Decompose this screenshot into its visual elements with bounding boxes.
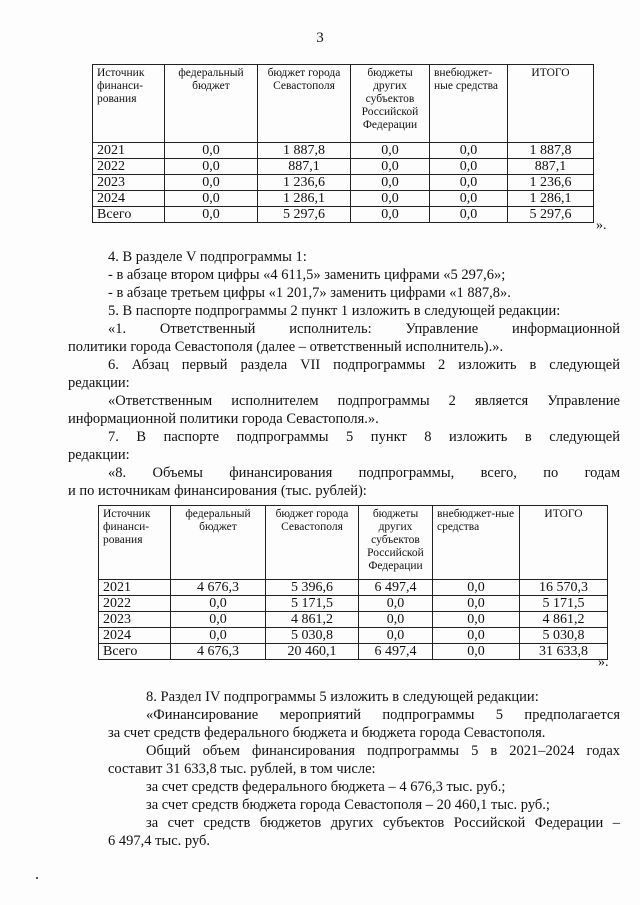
table-cell: 0,0 (433, 596, 520, 612)
table-cell: 2024 (99, 628, 171, 644)
table-cell: 0,0 (171, 612, 266, 628)
financing-table-1 (92, 64, 594, 223)
table-cell: 5 030,8 (520, 628, 608, 644)
scan-speck (36, 877, 38, 879)
table-cell: 1 887,8 (508, 143, 594, 159)
table-cell: 4 676,3 (171, 644, 266, 660)
table-cell: 0,0 (359, 596, 433, 612)
table-cell: 0,0 (171, 628, 266, 644)
table-cell: 0,0 (430, 175, 508, 191)
table-cell: 1 236,6 (508, 175, 594, 191)
table-cell: 5 171,5 (266, 596, 359, 612)
header-city-budget: бюджет города Севастополя (266, 506, 359, 580)
paragraph-line: «8. Объемы финансирования подпрограммы, всего, по годам (108, 465, 620, 481)
table-cell: 1 236,6 (258, 175, 351, 191)
table-cell: 6 497,4 (359, 580, 433, 596)
table-row (99, 580, 608, 596)
paragraph-line: 6 497,4 тыс. руб. (108, 833, 211, 849)
table-total-row (93, 207, 594, 223)
table-cell: 0,0 (165, 159, 258, 175)
table-cell: 887,1 (258, 159, 351, 175)
table-cell: 0,0 (351, 143, 430, 159)
header-source: Источник финанси-рования (99, 506, 171, 580)
table-cell: 0,0 (351, 191, 430, 207)
header-federal: федеральный бюджет (171, 506, 266, 580)
paragraph-line: «1. Ответственный исполнитель: Управление информационной (108, 321, 620, 337)
table-cell: 0,0 (165, 191, 258, 207)
paragraph-line: за счет средств бюджета города Севастополя – 20 460,1 тыс. руб.; (146, 797, 550, 813)
table-cell: 5 396,6 (266, 580, 359, 596)
table-cell: 0,0 (359, 612, 433, 628)
paragraph-line: и по источникам финансирования (тыс. рублей): (68, 483, 367, 499)
header-source: Источник финанси-рования (93, 65, 165, 143)
page-number: 3 (316, 30, 324, 46)
table-cell: 4 861,2 (266, 612, 359, 628)
header-extrabudgetary: внебюджет-ные средства (433, 506, 520, 580)
header-total: ИТОГО (508, 65, 594, 143)
table-cell: 0,0 (433, 628, 520, 644)
table-cell: 31 633,8 (520, 644, 608, 660)
table-cell: 20 460,1 (266, 644, 359, 660)
paragraph-line: за счет средств федерального бюджета и бюджета города Севастополя. (108, 725, 546, 741)
table-cell: 1 887,8 (258, 143, 351, 159)
header-other-regions: бюджеты других субъектов Российской Федерации (359, 506, 433, 580)
table-row (99, 596, 608, 612)
table-cell: 2022 (99, 596, 171, 612)
paragraph-line: - в абзаце третьем цифры «1 201,7» заменить цифрами «1 887,8». (108, 285, 511, 301)
table-row (93, 191, 594, 207)
table-header-row (93, 65, 594, 143)
table-cell: Всего (93, 207, 165, 223)
table-cell: 5 297,6 (258, 207, 351, 223)
paragraph-line: 5. В паспорте подпрограммы 2 пункт 1 изложить в следующей редакции: (108, 303, 561, 319)
table-cell: 2022 (93, 159, 165, 175)
table-cell: 2021 (99, 580, 171, 596)
header-total: ИТОГО (520, 506, 608, 580)
table-cell: 4 676,3 (171, 580, 266, 596)
table-cell: 0,0 (430, 191, 508, 207)
paragraph-line: «Ответственным исполнителем подпрограммы 2 является Управление (108, 393, 620, 409)
table-cell: 5 171,5 (520, 596, 608, 612)
paragraph-line: 4. В разделе V подпрограммы 1: (108, 249, 307, 265)
table-cell: 0,0 (351, 175, 430, 191)
table-cell: 2021 (93, 143, 165, 159)
paragraph-line: 6. Абзац первый раздела VII подпрограммы 2 изложить в следующей (108, 357, 620, 373)
table-cell: 0,0 (433, 580, 520, 596)
table-cell: 1 286,1 (258, 191, 351, 207)
header-federal: федеральный бюджет (165, 65, 258, 143)
financing-table-2 (98, 505, 608, 660)
table-cell: 0,0 (430, 159, 508, 175)
table-cell: 16 570,3 (520, 580, 608, 596)
table-cell: Всего (99, 644, 171, 660)
table-row (93, 159, 594, 175)
paragraph-line: за счет средств бюджетов других субъектов Российской Федерации – (146, 815, 620, 831)
table-cell: 2024 (93, 191, 165, 207)
table-cell: 0,0 (165, 175, 258, 191)
paragraph-line: редакции: (68, 447, 130, 463)
table-cell: 0,0 (165, 143, 258, 159)
paragraph-line: информационной политики города Севастополя.». (68, 411, 379, 427)
table-cell: 0,0 (351, 159, 430, 175)
table-cell: 0,0 (171, 596, 266, 612)
table-row (93, 175, 594, 191)
table-cell: 887,1 (508, 159, 594, 175)
table-row (99, 628, 608, 644)
paragraph-line: «Финансирование мероприятий подпрограммы 5 предполагается (146, 707, 620, 723)
table-cell: 0,0 (433, 644, 520, 660)
paragraph-line: 7. В паспорте подпрограммы 5 пункт 8 изложить в следующей (108, 429, 620, 445)
table-cell: 0,0 (430, 143, 508, 159)
table-cell: 0,0 (351, 207, 430, 223)
table-cell: 0,0 (433, 612, 520, 628)
paragraph-line: Общий объем финансирования подпрограммы 5 в 2021–2024 годах (146, 743, 620, 759)
paragraph-line: составит 31 633,8 тыс. рублей, в том числе: (108, 761, 376, 777)
paragraph-line: за счет средств федерального бюджета – 4 676,3 тыс. руб.; (146, 779, 506, 795)
header-extrabudgetary: внебюджет-ные средства (430, 65, 508, 143)
header-other-regions: бюджеты других субъектов Российской Федерации (351, 65, 430, 143)
header-city-budget: бюджет города Севастополя (258, 65, 351, 143)
table-total-row (99, 644, 608, 660)
paragraph-line: политики города Севастополя (далее – ответственный исполнитель).». (68, 339, 504, 355)
table-cell: 5 030,8 (266, 628, 359, 644)
table-cell: 0,0 (359, 628, 433, 644)
paragraph-line: 8. Раздел IV подпрограммы 5 изложить в следующей редакции: (146, 689, 539, 705)
table-cell: 0,0 (165, 207, 258, 223)
closing-quote: ». (596, 218, 607, 233)
table-row (93, 143, 594, 159)
table-cell: 4 861,2 (520, 612, 608, 628)
paragraph-line: редакции: (68, 375, 130, 391)
table-cell: 6 497,4 (359, 644, 433, 660)
table-cell: 2023 (99, 612, 171, 628)
table-cell: 2023 (93, 175, 165, 191)
table-row (99, 612, 608, 628)
paragraph-line: - в абзаце втором цифры «4 611,5» заменить цифрами «5 297,6»; (108, 267, 506, 283)
table-cell: 5 297,6 (508, 207, 594, 223)
table-cell: 0,0 (430, 207, 508, 223)
table-cell: 1 286,1 (508, 191, 594, 207)
closing-quote: ». (598, 655, 609, 670)
table-header-row (99, 506, 608, 580)
